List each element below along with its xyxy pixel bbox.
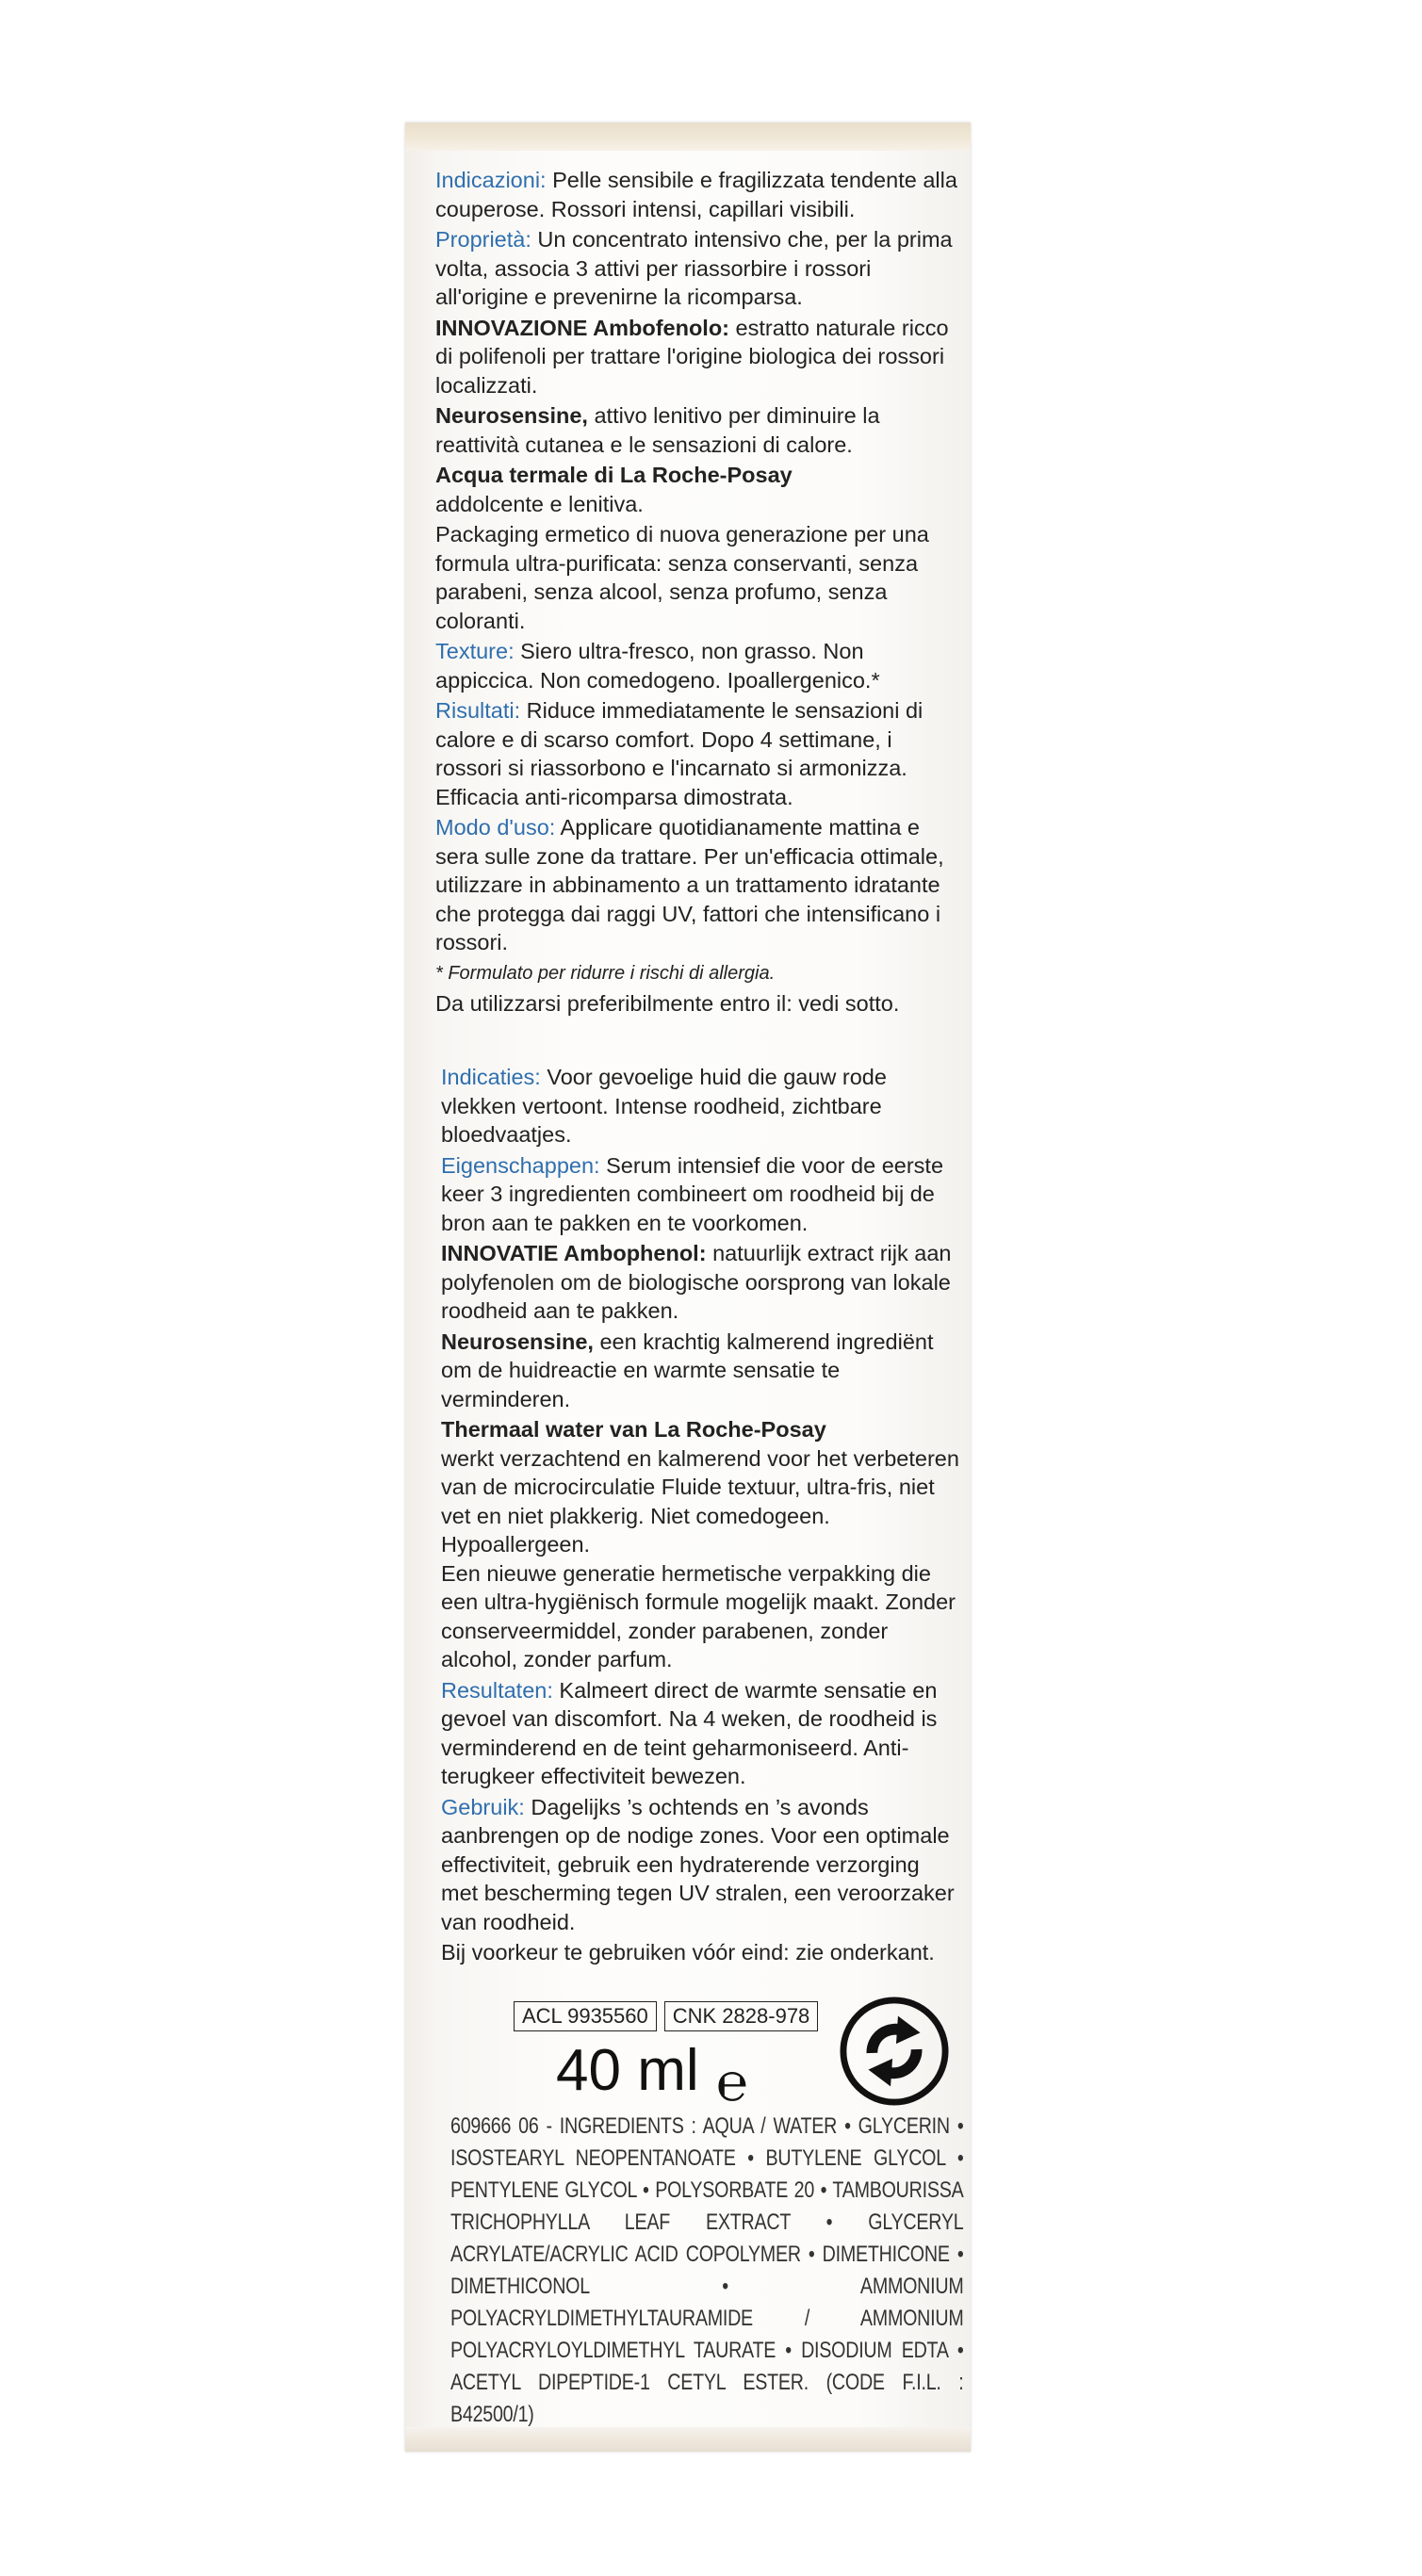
it-proprieta: Proprietà: Un concentrato intensivo che, per la prima volta, associa 3 attivi per riassorbire i rossori all'origine e prevenirne la ricomparsa. [435, 227, 953, 309]
dutch-text-block [441, 1063, 961, 1969]
nl-eigenschappen: Eigenschappen: Serum intensief die voor de eerste keer 3 ingredienten combineert om roodheid bij de bron aan te pakken en te voorkomen. [441, 1152, 944, 1235]
it-acqua-text: addolcente e lenitiva. [435, 491, 644, 516]
it-risultati: Risultati: Riduce immediatamente le sensazioni di calore e di scarso comfort. Dopo 4 settimane, i rossori si riassorbono e l'incarnato si armonizza. Efficacia anti-ricomparsa dimostrata. [435, 698, 923, 809]
it-expiry: Da utilizzarsi preferibilmente entro il: vedi sotto. [435, 991, 900, 1016]
ingredients-list: 609666 06 - INGREDIENTS : AQUA / WATER • GLYCERIN • ISOSTEARYL NEOPENTANOATE • BUTYLENE GLYCOL • PENTYLENE GLYCOL • POLYSORBATE 20 • TAMBOURISSA TRICHOPHYLLA LEAF EXTRACT • GLYCERYL ACRYLATE/ACRYLIC ACID COPOLYMER • DIMETHICONE • DIMETHICONOL • AMMONIUM POLYACRYLDIMETHYLTAURAMIDE / AMMONIUM POLYACRYLOYLDIMETHYL TAURATE • DISODIUM EDTA • ACETYL DIPEPTIDE-1 CETYL ESTER. (CODE F.I.L. : B42500/1) [450, 2113, 964, 2427]
nl-neurosensine: Neurosensine, een krachtig kalmerend ingrediënt om de huidreactie en warmte sensatie te verminderen. [441, 1329, 934, 1411]
nl-innovatie: INNOVATIE Ambophenol: natuurlijk extract rijk aan polyfenolen om de biologische oorsprong van lokale roodheid aan te pakken. [441, 1241, 952, 1323]
product-codes [514, 2001, 818, 2031]
cnk-code: CNK 2828-978 [664, 2001, 819, 2031]
it-packaging: Packaging ermetico di nuova generazione per una formula ultra-purificata: senza conservanti, senza parabeni, senza alcool, senza profumo, senza coloranti. [435, 522, 929, 633]
it-texture: Texture: Siero ultra-fresco, non grasso. Non appiccica. Non comedogeno. Ipoallergenico.* [435, 639, 880, 693]
it-modo-uso: Modo d'uso: Applicare quotidianamente mattina e sera sulle zone da trattare. Per un'efficacia ottimale, utilizzare in abbinamento a un trattamento idratante che protegga dai raggi UV, fattori che intensificano i rossori. [435, 815, 944, 954]
nl-resultaten: Resultaten: Kalmeert direct de warmte sensatie en gevoel van discomfort. Na 4 weken, de roodheid is verminderend en de teint geharmoniseerd. Anti-terugkeer effectiviteit bewezen. [441, 1677, 938, 1788]
it-acqua: Acqua termale di La Roche-Posay [435, 463, 793, 487]
recycle-icon [839, 1996, 950, 2107]
it-neurosensine: Neurosensine, attivo lenitivo per diminuire la reattività cutanea e le sensazioni di calore. [435, 403, 880, 457]
volume-label: 40 ml [556, 2038, 699, 2103]
nl-indicaties: Indicaties: Voor gevoelige huid die gauw rode vlekken vertoont. Intense roodheid, zichtbare bloedvaatjes. [441, 1065, 887, 1147]
nl-thermaal: Thermaal water van La Roche-Posay [441, 1417, 826, 1442]
box-top-flap [405, 122, 971, 151]
estimated-sign: ℮ [716, 2052, 748, 2111]
nl-gebruik: Gebruik: Dagelijks ’s ochtends en ’s avonds aanbrengen op de nodige zones. Voor een optimale effectiviteit, gebruik een hydraterende verzorging met bescherming tegen UV stralen, een veroorzaker van roodheid. [441, 1794, 955, 1934]
nl-voorkeur: Bij voorkeur te gebruiken vóór eind: zie onderkant. [441, 1940, 935, 1965]
it-allergy-note: * Formulato per ridurre i rischi di allergia. [435, 962, 776, 984]
acl-code: ACL 9935560 [514, 2001, 657, 2031]
nl-thermaal-text: werkt verzachtend en kalmerend voor het verbeteren van de microcirculatie Fluide textuur, ultra-fris, niet vet en niet plakkerig. Niet comedogeen. Hypoallergeen. [441, 1445, 959, 1557]
nl-verpakking: Een nieuwe generatie hermetische verpakking die een ultra-hygiënisch formule mogelijk maakt. Zonder conserveermiddel, zonder parabenen, zonder alcohol, zonder parfum. [441, 1560, 956, 1671]
it-indicazioni: Indicazioni: Pelle sensibile e fragilizzata tendente alla couperose. Rossori intensi, capillari visibili. [435, 168, 957, 221]
it-innovazione: INNOVAZIONE Ambofenolo: estratto naturale ricco di polifenoli per trattare l'origine biologica dei rossori localizzati. [435, 315, 949, 398]
italian-text-block [435, 166, 958, 1020]
